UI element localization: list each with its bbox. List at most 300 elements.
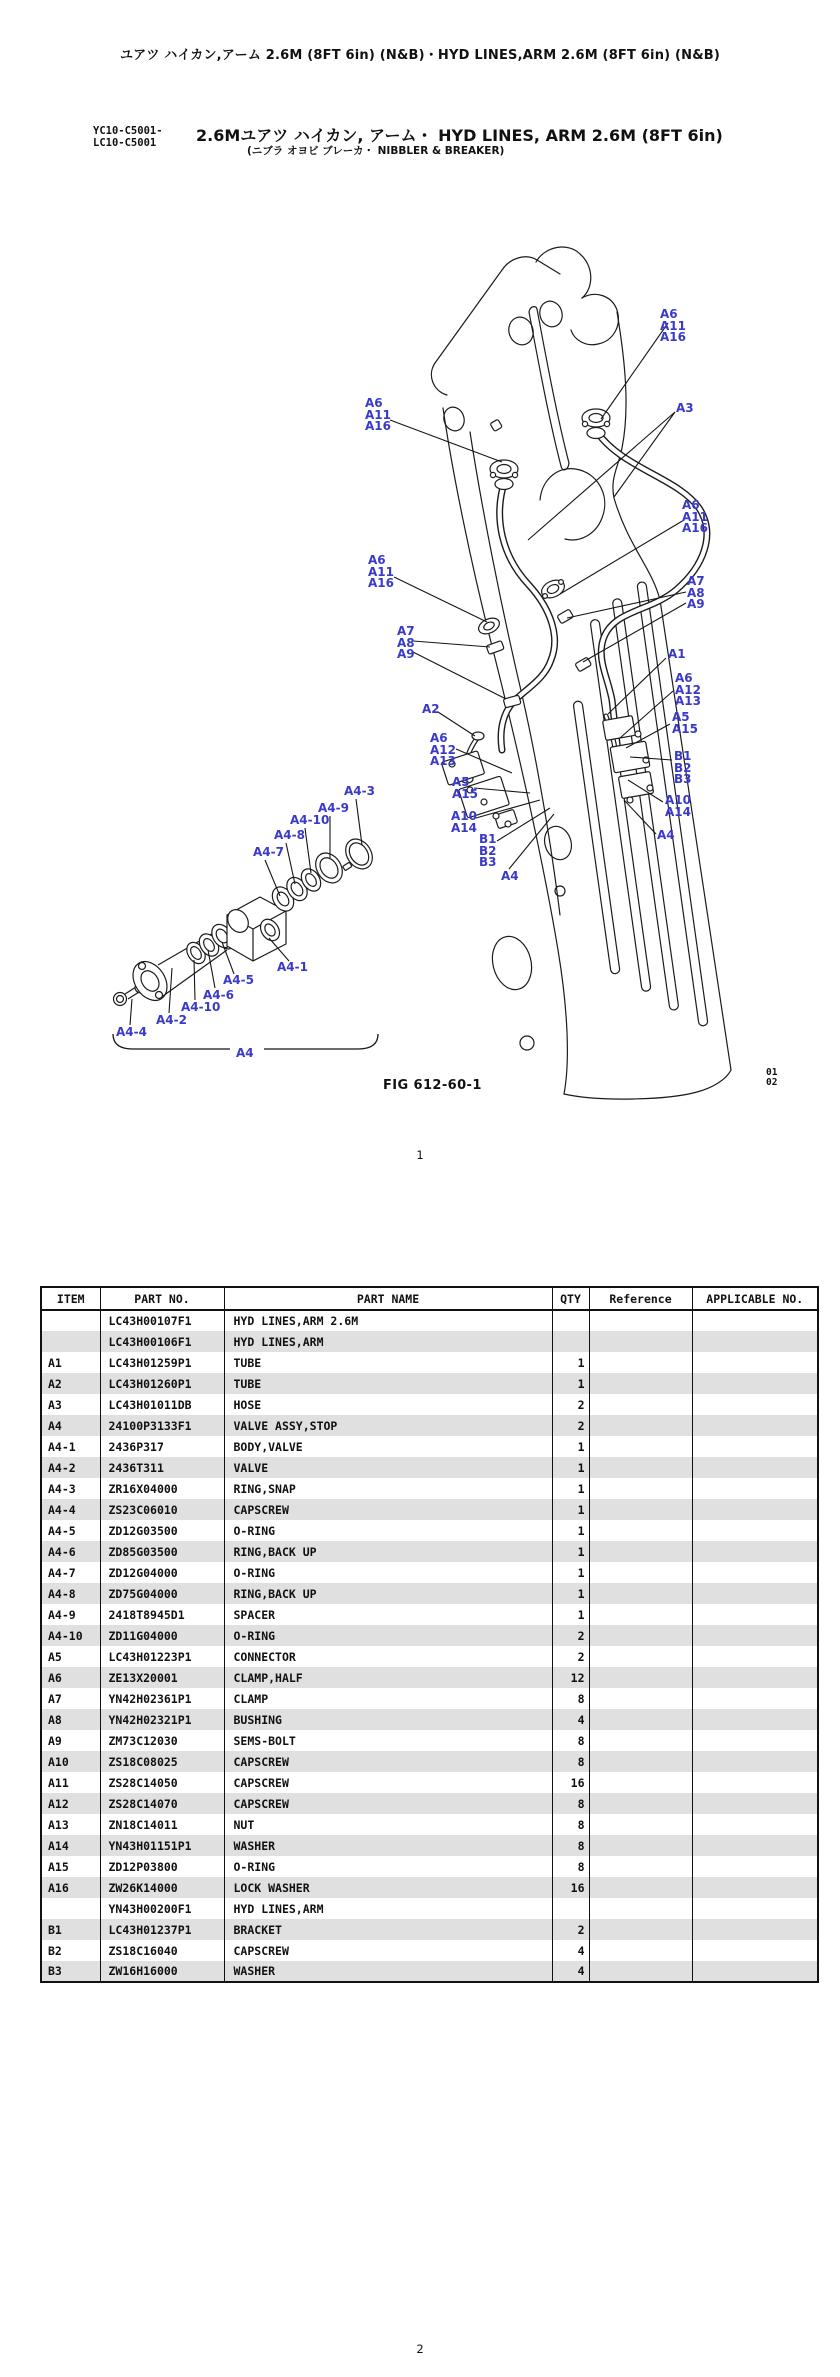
cell-name: NUT [224, 1814, 552, 1835]
callout-line: A14 [665, 804, 691, 819]
cell-app [692, 1667, 818, 1688]
table-row [41, 1940, 818, 1961]
cell-qty: 2 [552, 1394, 589, 1415]
table-row [41, 1310, 818, 1331]
cell-item: A8 [41, 1709, 100, 1730]
cell-part: ZD75G04000 [100, 1583, 224, 1604]
cell-app [692, 1835, 818, 1856]
cell-app [692, 1793, 818, 1814]
cell-part: ZD85G03500 [100, 1541, 224, 1562]
cell-qty: 8 [552, 1751, 589, 1772]
cell-name: CONNECTOR [224, 1646, 552, 1667]
callout-label [657, 830, 675, 842]
cell-item: A14 [41, 1835, 100, 1856]
cell-ref [589, 1604, 692, 1625]
parts-table-body [41, 1310, 818, 1982]
callout-line: A4 [501, 869, 519, 883]
cell-app [692, 1331, 818, 1352]
callout-line: A16 [660, 330, 686, 344]
callout-line: A9 [397, 647, 415, 661]
table-row [41, 1667, 818, 1688]
callout-line: A6 [368, 553, 386, 567]
cell-ref [589, 1310, 692, 1331]
callout-line: A11 [682, 509, 708, 524]
callout-line: A4 [236, 1046, 254, 1060]
cell-name: CLAMP [224, 1688, 552, 1709]
callout-line: A4-6 [203, 988, 234, 1002]
cell-part: LC43H00106F1 [100, 1331, 224, 1352]
cell-part: YN42H02321P1 [100, 1709, 224, 1730]
callout-line: A4-5 [223, 973, 254, 987]
cell-qty: 8 [552, 1730, 589, 1751]
cell-part: ZS23C06010 [100, 1499, 224, 1520]
col-header-part-name: PART NAME [224, 1287, 552, 1310]
cell-qty: 1 [552, 1373, 589, 1394]
table-row [41, 1814, 818, 1835]
callout-line: A4 [657, 828, 675, 842]
cell-item: A4-10 [41, 1625, 100, 1646]
cell-app [692, 1646, 818, 1667]
callout-label [253, 847, 284, 859]
callout-label [422, 704, 440, 716]
cell-qty: 1 [552, 1478, 589, 1499]
cell-name: CLAMP,HALF [224, 1667, 552, 1688]
cell-name: VALVE [224, 1457, 552, 1478]
cell-ref [589, 1856, 692, 1877]
callout-label [365, 398, 391, 433]
cell-name: HOSE [224, 1394, 552, 1415]
table-row [41, 1877, 818, 1898]
cell-item: B2 [41, 1940, 100, 1961]
cell-name: CAPSCREW [224, 1940, 552, 1961]
callout-line: A6 [660, 307, 678, 321]
table-row [41, 1730, 818, 1751]
cell-app [692, 1898, 818, 1919]
callout-line: A8 [397, 635, 415, 650]
table-row [41, 1520, 818, 1541]
cell-qty: 4 [552, 1709, 589, 1730]
cell-item: A7 [41, 1688, 100, 1709]
cell-ref [589, 1688, 692, 1709]
cell-part: LC43H01259P1 [100, 1352, 224, 1373]
cell-app [692, 1877, 818, 1898]
cell-app [692, 1499, 818, 1520]
cell-qty: 8 [552, 1856, 589, 1877]
cell-name: RING,BACK UP [224, 1541, 552, 1562]
section-title: 2.6Mユアツ ハイカン, アーム・ HYD LINES, ARM 2.6M (8FT 6in) [196, 126, 723, 145]
cell-item: A3 [41, 1394, 100, 1415]
callout-line: A6 [430, 731, 448, 745]
cell-app [692, 1688, 818, 1709]
cell-ref [589, 1772, 692, 1793]
cell-part: ZS18C16040 [100, 1940, 224, 1961]
cell-name: SPACER [224, 1604, 552, 1625]
callout-line: A4-7 [253, 845, 284, 859]
callout-line: A4-8 [274, 828, 305, 842]
cell-qty: 2 [552, 1646, 589, 1667]
cell-ref [589, 1940, 692, 1961]
callout-label [277, 962, 308, 974]
callout-line: B3 [479, 855, 497, 869]
sheet-number-2: 2 [416, 2342, 424, 2356]
cell-qty: 1 [552, 1583, 589, 1604]
cell-name: TUBE [224, 1373, 552, 1394]
cell-part: LC43H01260P1 [100, 1373, 224, 1394]
table-row [41, 1688, 818, 1709]
model-code-line: YC10-C5001- [93, 125, 163, 137]
cell-app [692, 1856, 818, 1877]
cell-qty: 1 [552, 1604, 589, 1625]
callout-line: A16 [682, 521, 708, 535]
table-row [41, 1541, 818, 1562]
cell-app [692, 1709, 818, 1730]
cell-app [692, 1961, 818, 1982]
callout-label [451, 811, 477, 834]
callout-label [236, 1048, 254, 1060]
cell-qty: 1 [552, 1520, 589, 1541]
cell-app [692, 1772, 818, 1793]
cell-name: BUSHING [224, 1709, 552, 1730]
cell-part: 2436P317 [100, 1436, 224, 1457]
callout-line: A11 [368, 564, 394, 579]
cell-qty: 16 [552, 1772, 589, 1793]
table-row [41, 1835, 818, 1856]
callout-line: A11 [365, 407, 391, 422]
table-row [41, 1793, 818, 1814]
cell-qty [552, 1331, 589, 1352]
callout-line: A7 [397, 624, 415, 638]
cell-qty: 12 [552, 1667, 589, 1688]
cell-name: RING,BACK UP [224, 1583, 552, 1604]
cell-ref [589, 1625, 692, 1646]
cell-name: RING,SNAP [224, 1478, 552, 1499]
cell-name: WASHER [224, 1835, 552, 1856]
callout-line: A10 [665, 793, 691, 807]
cell-ref [589, 1814, 692, 1835]
cell-ref [589, 1877, 692, 1898]
cell-app [692, 1604, 818, 1625]
cell-part: ZN18C14011 [100, 1814, 224, 1835]
cell-ref [589, 1730, 692, 1751]
cell-ref [589, 1667, 692, 1688]
col-header-item: ITEM [41, 1287, 100, 1310]
revision-code: 02 [766, 1077, 778, 1088]
cell-ref [589, 1394, 692, 1415]
table-row [41, 1331, 818, 1352]
callout-label [344, 786, 375, 798]
cell-item: A6 [41, 1667, 100, 1688]
table-row [41, 1352, 818, 1373]
cell-item: A2 [41, 1373, 100, 1394]
cell-qty [552, 1898, 589, 1919]
table-row [41, 1709, 818, 1730]
cell-item: A4 [41, 1415, 100, 1436]
table-row [41, 1457, 818, 1478]
revision-codes [766, 1068, 777, 1088]
callout-line: A4-2 [156, 1013, 187, 1027]
cell-part: ZR16X04000 [100, 1478, 224, 1499]
callout-label [675, 673, 701, 708]
callout-line: A4-10 [290, 813, 330, 827]
cell-part: LC43H01223P1 [100, 1646, 224, 1667]
callout-label [674, 751, 692, 786]
table-row [41, 1898, 818, 1919]
cell-name: SEMS-BOLT [224, 1730, 552, 1751]
sheet-number-1: 1 [416, 1148, 424, 1162]
col-header-applicable-no: APPLICABLE NO. [692, 1287, 818, 1310]
cell-ref [589, 1352, 692, 1373]
cell-item: A10 [41, 1751, 100, 1772]
callout-label [452, 777, 478, 800]
cell-name: HYD LINES,ARM [224, 1331, 552, 1352]
callout-line: A13 [675, 694, 701, 708]
table-row [41, 1604, 818, 1625]
callout-line: B2 [479, 843, 497, 858]
table-row [41, 1415, 818, 1436]
figure-number-label: FIG 612-60-1 [383, 1078, 482, 1093]
callout-label [501, 871, 519, 883]
parts-table [40, 1286, 819, 1983]
cell-qty: 1 [552, 1499, 589, 1520]
cell-ref [589, 1373, 692, 1394]
cell-app [692, 1562, 818, 1583]
table-row [41, 1646, 818, 1667]
cell-name: O-RING [224, 1520, 552, 1541]
callout-line: B1 [479, 832, 497, 846]
cell-ref [589, 1793, 692, 1814]
cell-ref [589, 1415, 692, 1436]
cell-item: A5 [41, 1646, 100, 1667]
section-subtitle: (ニブラ オヨビ ブレーカ・ NIBBLER & BREAKER) [247, 145, 505, 157]
cell-app [692, 1730, 818, 1751]
cell-item: A16 [41, 1877, 100, 1898]
table-row [41, 1751, 818, 1772]
cell-name: TUBE [224, 1352, 552, 1373]
cell-name: VALVE ASSY,STOP [224, 1415, 552, 1436]
callout-line: A5 [672, 710, 690, 724]
callout-label [181, 1002, 220, 1014]
cell-part: LC43H01237P1 [100, 1919, 224, 1940]
col-header-reference: Reference [589, 1287, 692, 1310]
callout-label [682, 500, 708, 535]
cell-qty: 4 [552, 1940, 589, 1961]
arm-diagram-drawing [0, 0, 840, 1120]
cell-qty: 2 [552, 1415, 589, 1436]
cell-app [692, 1457, 818, 1478]
table-row [41, 1562, 818, 1583]
cell-name: CAPSCREW [224, 1499, 552, 1520]
table-row [41, 1919, 818, 1940]
callout-line: A14 [451, 820, 477, 835]
cell-app [692, 1394, 818, 1415]
col-header-part-no: PART NO. [100, 1287, 224, 1310]
callout-line: A8 [687, 585, 705, 600]
cell-item [41, 1898, 100, 1919]
cell-item: A9 [41, 1730, 100, 1751]
callout-label [116, 1027, 147, 1039]
cell-name: HYD LINES,ARM 2.6M [224, 1310, 552, 1331]
callout-label [687, 576, 705, 611]
cell-item [41, 1331, 100, 1352]
callout-label [223, 975, 254, 987]
callout-label [368, 555, 394, 590]
cell-qty: 1 [552, 1352, 589, 1373]
cell-item [41, 1310, 100, 1331]
callout-label [274, 830, 305, 842]
col-header-qty: QTY [552, 1287, 589, 1310]
callout-line: A11 [660, 318, 686, 333]
cell-ref [589, 1583, 692, 1604]
table-row [41, 1961, 818, 1982]
cell-app [692, 1478, 818, 1499]
callout-line: A16 [365, 419, 391, 433]
cell-app [692, 1751, 818, 1772]
cell-name: BRACKET [224, 1919, 552, 1940]
cell-item: A11 [41, 1772, 100, 1793]
cell-part: 24100P3133F1 [100, 1415, 224, 1436]
cell-name: CAPSCREW [224, 1793, 552, 1814]
table-row [41, 1478, 818, 1499]
cell-part: ZD12G04000 [100, 1562, 224, 1583]
cell-ref [589, 1436, 692, 1457]
cell-qty: 1 [552, 1541, 589, 1562]
cell-qty: 2 [552, 1625, 589, 1646]
table-row [41, 1583, 818, 1604]
callout-line: A12 [675, 682, 701, 697]
cell-app [692, 1940, 818, 1961]
callout-line: B3 [674, 772, 692, 786]
callout-line: A1 [668, 647, 686, 661]
cell-name: CAPSCREW [224, 1751, 552, 1772]
callout-label [665, 795, 691, 818]
cell-qty: 16 [552, 1877, 589, 1898]
cell-qty: 8 [552, 1793, 589, 1814]
cell-ref [589, 1961, 692, 1982]
cell-part: ZS28C14070 [100, 1793, 224, 1814]
cell-ref [589, 1457, 692, 1478]
parts-diagram [0, 0, 840, 1120]
cell-app [692, 1310, 818, 1331]
cell-ref [589, 1478, 692, 1499]
table-row [41, 1625, 818, 1646]
callout-label [672, 712, 698, 735]
cell-item: A1 [41, 1352, 100, 1373]
cell-name: LOCK WASHER [224, 1877, 552, 1898]
cell-part: ZD11G04000 [100, 1625, 224, 1646]
cell-ref [589, 1646, 692, 1667]
callout-line: A15 [672, 721, 698, 736]
cell-item: A4-9 [41, 1604, 100, 1625]
callout-label [397, 626, 415, 661]
callout-line: A9 [687, 597, 705, 611]
cell-item: A4-8 [41, 1583, 100, 1604]
callout-line: A13 [430, 754, 456, 768]
cell-item: A13 [41, 1814, 100, 1835]
cell-item: B3 [41, 1961, 100, 1982]
cell-name: HYD LINES,ARM [224, 1898, 552, 1919]
callout-line: A4-10 [181, 1000, 221, 1014]
callout-line: B2 [674, 760, 692, 775]
cell-part: LC43H00107F1 [100, 1310, 224, 1331]
table-row [41, 1373, 818, 1394]
cell-item: A4-7 [41, 1562, 100, 1583]
callout-line: A6 [675, 671, 693, 685]
cell-ref [589, 1562, 692, 1583]
cell-app [692, 1541, 818, 1562]
model-code-line: LC10-C5001 [93, 136, 157, 149]
cell-part: ZD12G03500 [100, 1520, 224, 1541]
callout-label [290, 815, 329, 827]
callout-label [430, 733, 456, 768]
cell-qty: 1 [552, 1562, 589, 1583]
callout-label [156, 1015, 187, 1027]
callout-line: A4-4 [116, 1025, 147, 1039]
cell-ref [589, 1541, 692, 1562]
table-row [41, 1436, 818, 1457]
cell-ref [589, 1499, 692, 1520]
cell-qty: 4 [552, 1961, 589, 1982]
cell-app [692, 1919, 818, 1940]
callout-line: A16 [368, 576, 394, 590]
callout-line: A7 [687, 574, 705, 588]
cell-name: BODY,VALVE [224, 1436, 552, 1457]
cell-qty: 1 [552, 1436, 589, 1457]
cell-item: A15 [41, 1856, 100, 1877]
cell-qty [552, 1310, 589, 1331]
table-header-row [41, 1287, 818, 1310]
callout-label [479, 834, 497, 869]
cell-qty: 8 [552, 1688, 589, 1709]
cell-app [692, 1373, 818, 1394]
cell-app [692, 1520, 818, 1541]
callout-line: A3 [676, 401, 694, 415]
callout-label [668, 649, 686, 661]
cell-ref [589, 1751, 692, 1772]
cell-app [692, 1352, 818, 1373]
callout-label [660, 309, 686, 344]
cell-ref [589, 1709, 692, 1730]
cell-qty: 8 [552, 1814, 589, 1835]
cell-part: ZS28C14050 [100, 1772, 224, 1793]
table-row [41, 1394, 818, 1415]
cell-part: YN43H00200F1 [100, 1898, 224, 1919]
cell-item: A4-3 [41, 1478, 100, 1499]
cell-ref [589, 1520, 692, 1541]
revision-code: 01 [766, 1067, 778, 1078]
document-title: ユアツ ハイカン,アーム 2.6M (8FT 6in) (N&B)・HYD LINES,ARM 2.6M (8FT 6in) (N&B) [119, 48, 721, 63]
cell-name: O-RING [224, 1856, 552, 1877]
callout-line: A4-1 [277, 960, 308, 974]
callout-label [676, 403, 694, 415]
cell-part: LC43H01011DB [100, 1394, 224, 1415]
cell-app [692, 1583, 818, 1604]
cell-item: A4-1 [41, 1436, 100, 1457]
cell-part: ZM73C12030 [100, 1730, 224, 1751]
cell-ref [589, 1898, 692, 1919]
table-row [41, 1499, 818, 1520]
cell-part: 2436T311 [100, 1457, 224, 1478]
cell-part: ZS18C08025 [100, 1751, 224, 1772]
callout-line: A10 [451, 809, 477, 823]
cell-qty: 1 [552, 1457, 589, 1478]
cell-name: CAPSCREW [224, 1772, 552, 1793]
cell-item: A4-5 [41, 1520, 100, 1541]
callout-line: A15 [452, 786, 478, 801]
cell-part: YN43H01151P1 [100, 1835, 224, 1856]
cell-name: WASHER [224, 1961, 552, 1982]
table-row [41, 1772, 818, 1793]
cell-part: ZW16H16000 [100, 1961, 224, 1982]
